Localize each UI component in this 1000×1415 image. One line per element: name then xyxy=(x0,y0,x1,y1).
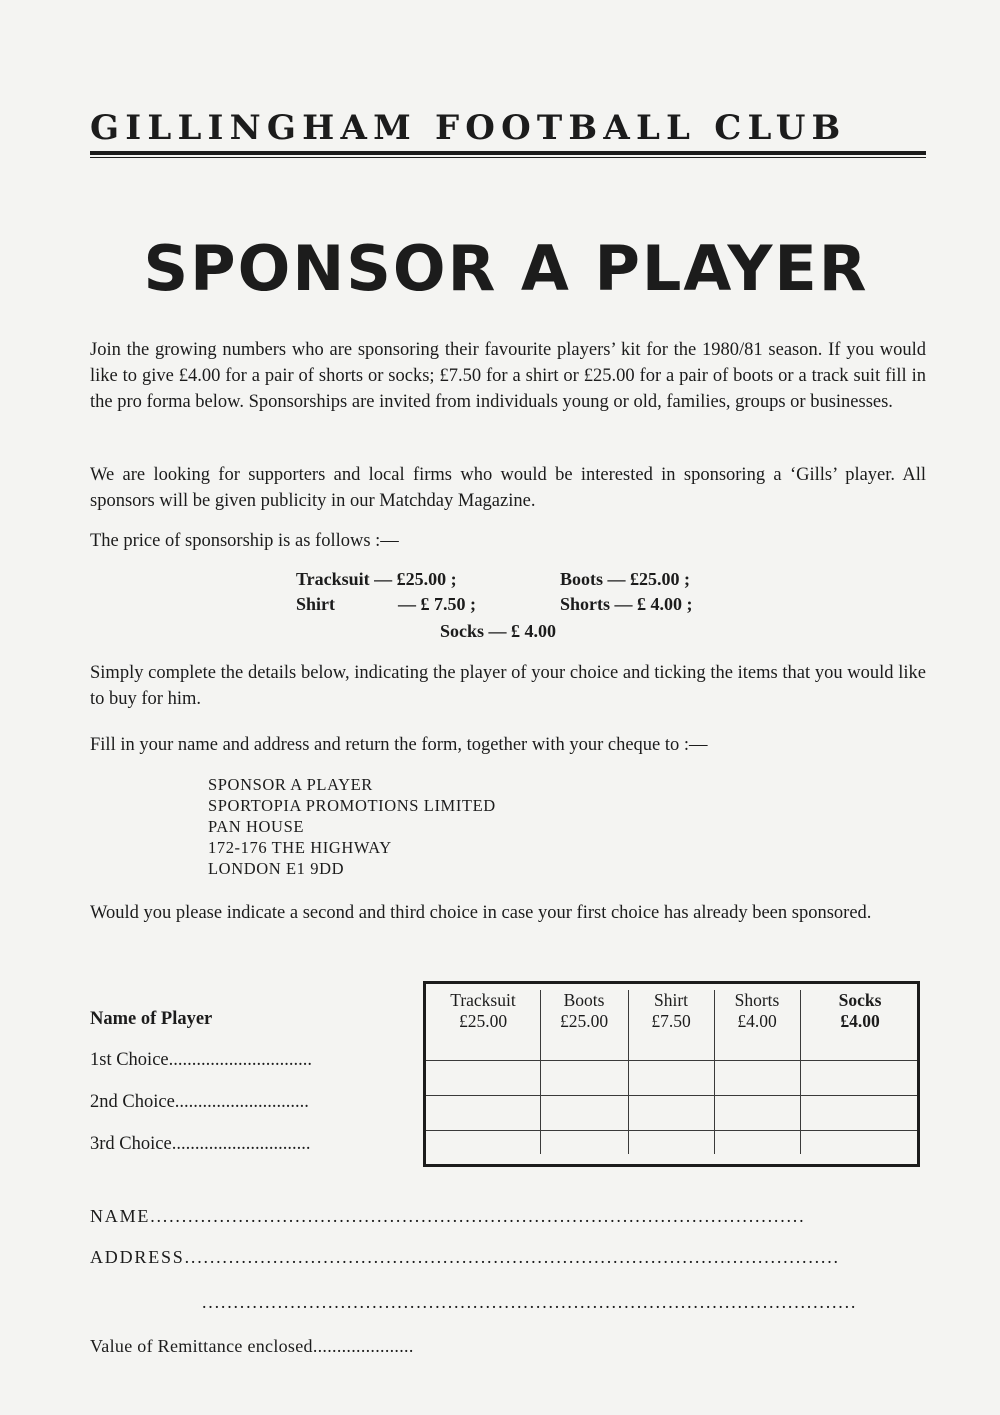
tick-cell-choice2-boots[interactable] xyxy=(540,1096,628,1130)
dotted-fill: ........................................................................................................ xyxy=(150,1206,806,1226)
dotted-fill: ............................... xyxy=(168,1050,312,1070)
address-line: SPONSOR A PLAYER xyxy=(208,775,373,794)
remittance-field[interactable] xyxy=(90,1336,520,1357)
dotted-fill: ..................... xyxy=(312,1336,414,1356)
tick-cell-choice3-shirt[interactable] xyxy=(628,1131,714,1164)
price-lead-text: The price of sponsorship is as follows :— xyxy=(90,531,399,551)
supporters-paragraph: We are looking for supporters and local firms who would be interested in sponsoring a ‘Gills’ player. All sponsors will be given publicity in our Matchday Magazine. xyxy=(90,465,926,511)
heading-rule-thick xyxy=(90,151,926,155)
address-line: LONDON E1 9DD xyxy=(208,859,345,878)
tick-cell-choice1-socks[interactable] xyxy=(800,1061,917,1095)
tick-cell-choice1-tracksuit[interactable] xyxy=(426,1061,540,1095)
address-line: SPORTOPIA PROMOTIONS LIMITED xyxy=(208,796,496,815)
price-boots: Boots — £25.00 ; xyxy=(560,569,690,589)
return-instructions-text: Fill in your name and address and return the form, together with your cheque to :— xyxy=(90,735,708,755)
tick-cell-choice3-boots[interactable] xyxy=(540,1131,628,1164)
tick-cell-choice3-shorts[interactable] xyxy=(714,1131,800,1164)
third-choice-label: 3rd Choice xyxy=(90,1134,172,1154)
kit-selection-table xyxy=(423,981,920,1167)
price-socks: Socks — £ 4.00 xyxy=(440,621,557,641)
second-choice-label: 2nd Choice xyxy=(90,1092,175,1112)
address-line: 172-176 THE HIGHWAY xyxy=(208,838,392,857)
club-name-heading: GILLINGHAM FOOTBALL CLUB xyxy=(90,108,847,148)
tick-cell-choice2-shirt[interactable] xyxy=(628,1096,714,1130)
column-header-socks: Socks £4.00 xyxy=(838,990,882,1031)
price-shirt-value: — £ 7.50 ; xyxy=(398,594,476,614)
address-line: PAN HOUSE xyxy=(208,817,305,836)
column-header-boots: Boots £25.00 xyxy=(559,990,609,1031)
tick-cell-choice3-tracksuit[interactable] xyxy=(426,1131,540,1164)
tick-cell-choice2-shorts[interactable] xyxy=(714,1096,800,1130)
heading-rule-thin xyxy=(90,157,926,158)
first-choice-label: 1st Choice xyxy=(90,1050,169,1070)
tick-cell-choice1-shirt[interactable] xyxy=(628,1061,714,1095)
address-field-line1[interactable] xyxy=(90,1247,922,1268)
address-label: ADDRESS xyxy=(90,1247,185,1267)
dotted-fill: ........................................................................................................ xyxy=(202,1292,858,1312)
dotted-fill: ............................. xyxy=(174,1092,309,1112)
column-header-shirt: Shirt £7.50 xyxy=(651,990,691,1031)
remittance-label: Value of Remittance enclosed xyxy=(90,1336,313,1356)
tick-cell-choice2-socks[interactable] xyxy=(800,1096,917,1130)
tick-cell-choice1-shorts[interactable] xyxy=(714,1061,800,1095)
third-choice-field[interactable] xyxy=(90,1134,310,1155)
choice-note-paragraph: Would you please indicate a second and third choice in case your first choice has already been sponsored. xyxy=(90,903,872,923)
dotted-fill: .............................. xyxy=(171,1134,311,1154)
first-choice-field[interactable] xyxy=(90,1050,312,1071)
tick-cell-choice2-tracksuit[interactable] xyxy=(426,1096,540,1130)
price-shorts: Shorts — £ 4.00 ; xyxy=(560,594,693,614)
tick-cell-choice3-socks[interactable] xyxy=(800,1131,917,1164)
name-label: NAME xyxy=(90,1206,151,1226)
tick-cell-choice1-boots[interactable] xyxy=(540,1061,628,1095)
name-of-player-heading: Name of Player xyxy=(90,1009,213,1029)
second-choice-field[interactable] xyxy=(90,1092,309,1113)
instructions-paragraph: Simply complete the details below, indicating the player of your choice and ticking the items that you would like to buy for him. xyxy=(90,663,926,709)
price-tracksuit: Tracksuit — £25.00 ; xyxy=(296,569,457,589)
intro-paragraph: Join the growing numbers who are sponsoring their favourite players’ kit for the 1980/81 season. If you would like to give £4.00 for a pair of shorts or socks; £7.50 for a shirt or £25.00 for a pair of boots or a track suit fill in the pro forma below. Sponsorships are invited from individuals young or old, families, groups or businesses. xyxy=(90,340,926,412)
column-header-shorts: Shorts £4.00 xyxy=(734,990,780,1031)
postal-address xyxy=(208,774,496,879)
price-shirt-label: Shirt xyxy=(296,594,336,614)
address-field-line2[interactable] xyxy=(202,1292,922,1313)
page-title: SPONSOR A PLAYER xyxy=(143,232,869,305)
column-header-tracksuit: Tracksuit £25.00 xyxy=(450,990,516,1031)
dotted-fill: ........................................................................................................ xyxy=(184,1247,840,1267)
name-field[interactable] xyxy=(90,1206,922,1227)
